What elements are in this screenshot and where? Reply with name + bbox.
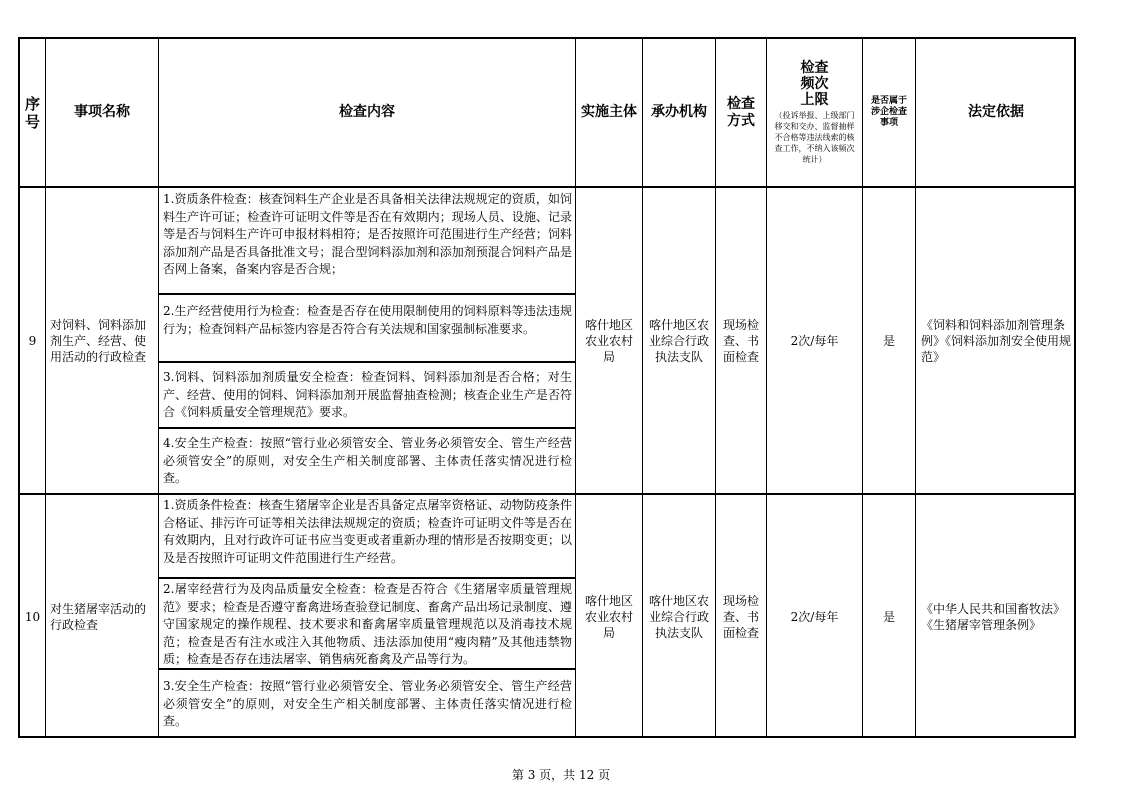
header-content: 检查内容 [339,104,395,120]
inspection-table [18,37,1076,738]
header-method: 检查方式 [727,95,755,129]
row-10-item-2: 2.屠宰经营行为及肉品质量安全检查：检查是否符合《生猪屠宰质量管理规范》要求；检查是否遵守畜禽进场查验登记制度、畜禽产品出场记录制度、遵守国家规定的操作规程、技术要求和畜禽屠宰质量管理规范以及消毒技术规范；检查是否有注水或注入其他物质、违法添加使用“瘦肉精”及其他违禁物质；检查是否存在违法屠宰、销售病死畜禽及产品等行为。 [159,579,576,670]
header-enterprise: 是否属于涉企检查事项 [870,96,907,128]
row-9-org: 喀什地区农业综合行政执法支队 [648,317,709,364]
row-9-subject: 喀什地区农业农村局 [584,317,633,364]
frequency-note: （投诉举报、上级部门移交和交办、监督抽样不合格等违法线索的核查工作，不纳入该频次统计） [774,111,855,164]
row-9-enterprise: 是 [882,333,895,348]
row-9-seq: 9 [28,333,37,348]
row-10-enterprise: 是 [882,609,895,624]
row-9-item-4: 4.安全生产检查：按照“管行业必须管安全、管业务必须管安全、管生产经营必须管安全”的原则，对安全生产相关制度部署、主体责任落实情况进行检查。 [163,436,572,485]
footer-page-number: 3 [527,768,536,782]
footer-prefix: 第 [511,768,524,782]
header-org: 承办机构 [651,104,707,120]
row-9-frequency: 2次/每年 [790,333,839,348]
row-10-org: 喀什地区农业综合行政执法支队 [648,593,709,640]
footer-total-pages: 12 [579,768,595,782]
row-10-method: 现场检查、书面检查 [722,593,759,640]
row-9-name: 对饲料、饲料添加剂生产、经营、使用活动的行政检查 [50,317,147,364]
frequency-title: 检查频次上限 [800,60,829,108]
header-name: 事项名称 [74,104,130,120]
row-9-item-2: 2.生产经营使用行为检查：检查是否存在使用限制使用的饲料原料等违法违规行为；检查饲料产品标签内容是否符合有关法规和国家强制标准要求。 [159,297,576,363]
row-10-name: 对生猪屠宰活动的行政检查 [50,601,147,632]
header-basis: 法定依据 [968,104,1024,120]
row-10-item-3: 3.安全生产检查：按照“管行业必须管安全、管业务必须管安全、管生产经营必须管安全”的原则，对安全生产相关制度部署、主体责任落实情况进行检查。 [163,679,572,728]
row-10-basis: 《中华人民共和国畜牧法》《生猪屠宰管理条例》 [921,601,1066,632]
header-seq: 序号 [24,94,40,131]
page-footer [0,766,1122,783]
row-10-seq: 10 [24,609,41,624]
footer-suffix: 页 [598,768,611,782]
row-9-basis: 《饲料和饲料添加剂管理条例》《饲料添加剂安全使用规范》 [921,317,1072,364]
header-subject: 实施主体 [581,104,637,120]
row-9-method: 现场检查、书面检查 [722,317,759,364]
footer-middle: 页，共 [539,768,576,782]
row-10-frequency: 2次/每年 [790,609,839,624]
row-10-item-1: 1.资质条件检查：核查生猪屠宰企业是否具备定点屠宰资格证、动物防疫条件合格证、排污许可证等相关法律法规规定的资质；检查许可证明文件等是否在有效期内，且对行政许可证书应当变更或者重新办理的情形是否按期变更；以及是否按照许可证明文件范围进行生产经营。 [159,495,576,579]
row-10-subject: 喀什地区农业农村局 [584,593,633,640]
row-9-item-1-box: 1.资质条件检查：核查饲料生产企业是否具备相关法律法规规定的资质，如饲料生产许可证；检查许可证明文件等是否在有效期内；现场人员、设施、记录等是否与饲料生产许可申报材料相符；是否按照许可范围进行生产经营；饲料添加剂产品是否具备批准文号；混合型饲料添加剂和添加剂预混合饲料产品是否网上备案，备案内容是否合规； [159,188,576,295]
row-9-item-3: 3.饲料、饲料添加剂质量安全检查：检查饲料、饲料添加剂是否合格；对生产、经营、使用的饲料、饲料添加剂开展监督抽查检测；核查企业生产是否符合《饲料质量安全管理规范》要求。 [159,365,576,429]
header-frequency [767,39,862,186]
